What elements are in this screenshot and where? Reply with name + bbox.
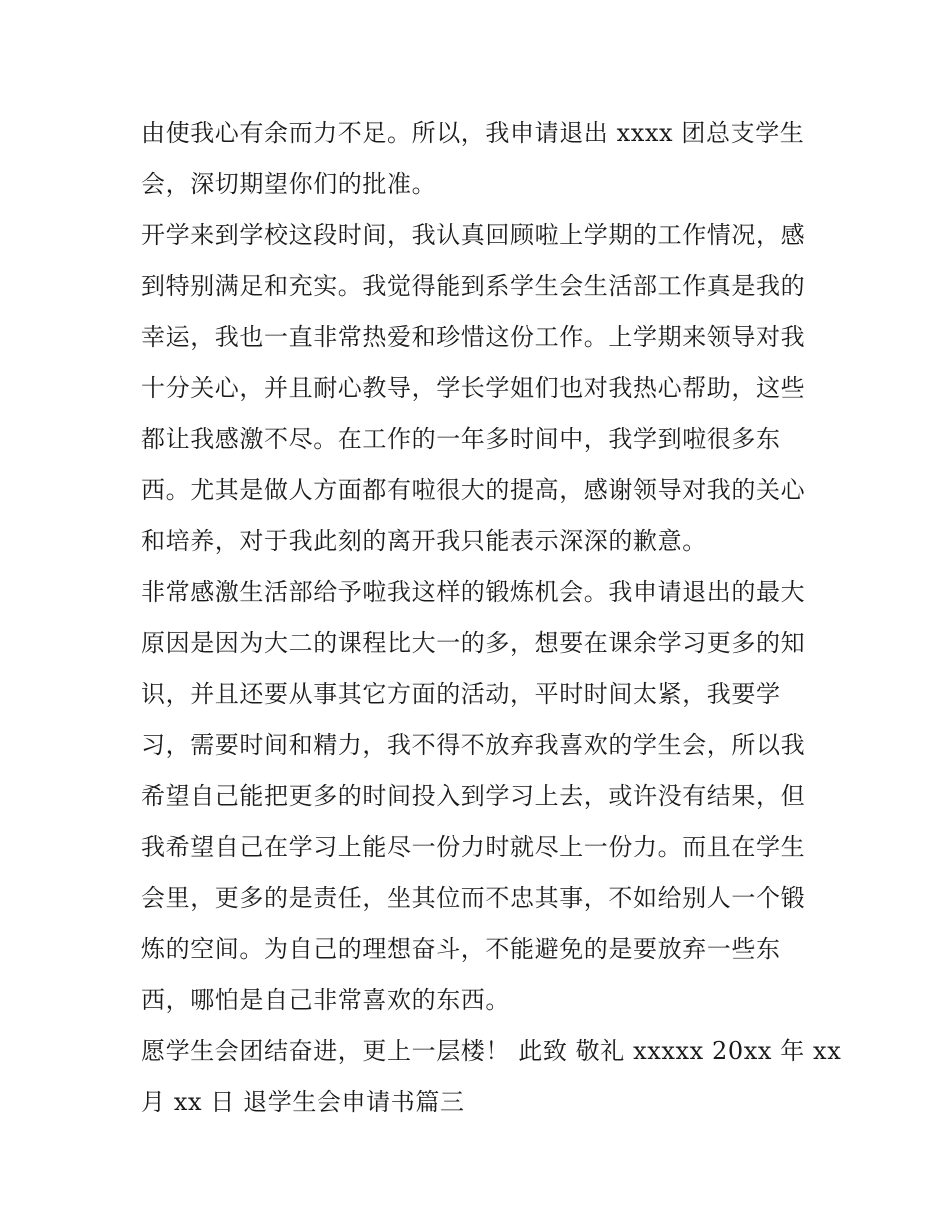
- text-line: 西，哪怕是自己非常喜欢的东西。: [141, 986, 510, 1014]
- text-line: 月 xx 日 退学生会申请书篇三: [141, 1088, 465, 1116]
- text-line: 十分关心，并且耐心教导，学长学姐们也对我热心帮助，这些: [141, 374, 806, 402]
- text-line: 识，并且还要从事其它方面的活动，平时时间太紧，我要学: [141, 680, 781, 708]
- text-line: 会里，更多的是责任，坐其位而不忠其事，不如给别人一个锻: [141, 884, 806, 912]
- text-line: 愿学生会团结奋进，更上一层楼！ 此致 敬礼 xxxxx 20xx 年 xx: [141, 1037, 842, 1065]
- text-line: 我希望自己在学习上能尽一份力时就尽上一份力。而且在学生: [141, 833, 806, 861]
- text-line: 开学来到学校这段时间，我认真回顾啦上学期的工作情况，感: [141, 221, 806, 249]
- text-line: 西。尤其是做人方面都有啦很大的提高，感谢领导对我的关心: [141, 476, 806, 504]
- text-line: 都让我感激不尽。在工作的一年多时间中，我学到啦很多东: [141, 425, 781, 453]
- text-line: 幸运，我也一直非常热爱和珍惜这份工作。上学期来领导对我: [141, 323, 806, 351]
- text-line: 原因是因为大二的课程比大一的多，想要在课余学习更多的知: [141, 629, 806, 657]
- text-line: 会，深切期望你们的批准。: [141, 170, 437, 198]
- text-line: 希望自己能把更多的时间投入到学习上去，或许没有结果，但: [141, 782, 806, 810]
- text-line: 炼的空间。为自己的理想奋斗，不能避免的是要放弃一些东: [141, 935, 781, 963]
- text-line: 由使我心有余而力不足。所以，我申请退出 xxxx 团总支学生: [141, 119, 805, 147]
- text-line: 到特别满足和充实。我觉得能到系学生会生活部工作真是我的: [141, 272, 806, 300]
- text-line: 习，需要时间和精力，我不得不放弃我喜欢的学生会，所以我: [141, 731, 806, 759]
- document-body: [141, 108, 842, 1128]
- text-line: 非常感激生活部给予啦我这样的锻炼机会。我申请退出的最大: [141, 578, 806, 606]
- text-line: 和培养，对于我此刻的离开我只能表示深深的歉意。: [141, 527, 707, 555]
